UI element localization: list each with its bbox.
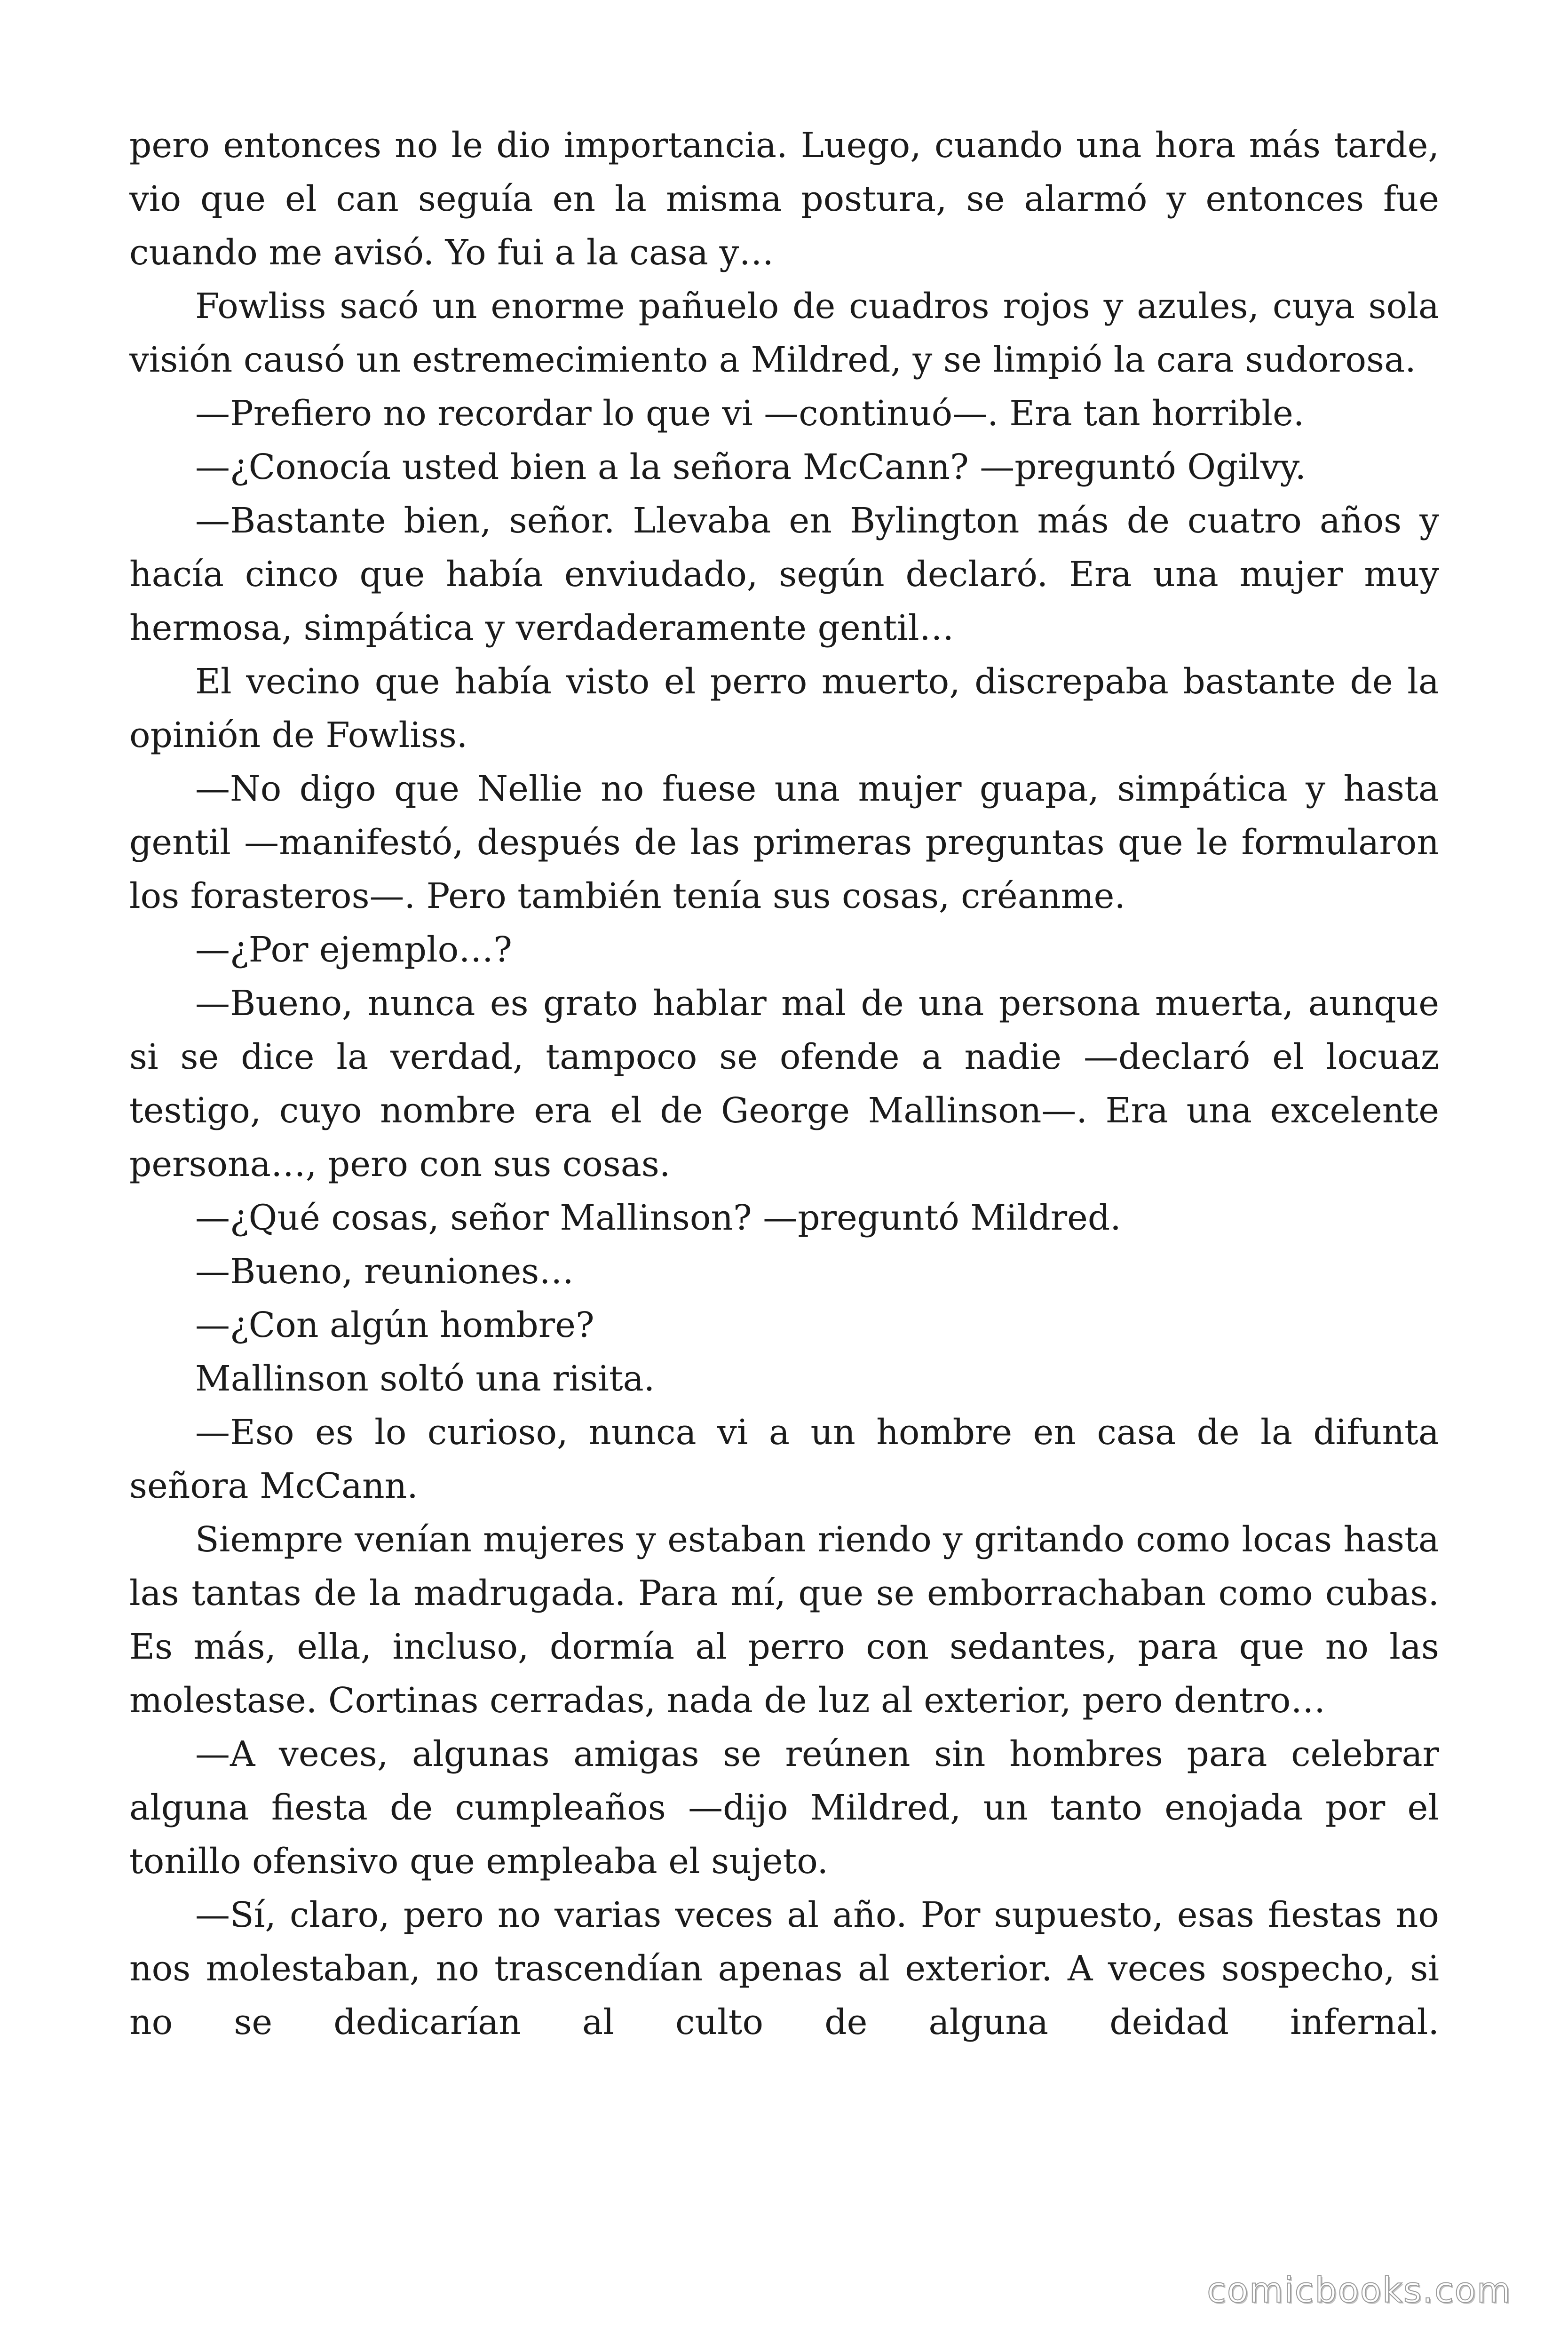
paragraph: —Bastante bien, señor. Llevaba en Bylington más de cuatro años y hacía cinco que había enviudado, según declaró. Era una mujer muy hermosa, simpática y verdaderamente gentil…	[129, 501, 1439, 648]
paragraph: —¿Conocía usted bien a la señora McCann? —preguntó Ogilvy.	[195, 447, 1307, 487]
paragraph: pero entonces no le dio importancia. Luego, cuando una hora más tarde, vio que el can seguía en la misma postura, se alarmó y entonces fue cuando me avisó. Yo fui a la casa y…	[129, 125, 1439, 273]
book-page-body	[129, 119, 1439, 2049]
paragraph: —Eso es lo curioso, nunca vi a un hombre en casa de la difunta señora McCann.	[129, 1412, 1439, 1506]
paragraph: —A veces, algunas amigas se reúnen sin hombres para celebrar alguna fiesta de cumpleaños —dijo Mildred, un tanto enojada por el tonillo ofensivo que empleaba el sujeto.	[129, 1734, 1439, 1882]
paragraph: —Sí, claro, pero no varias veces al año. Por supuesto, esas fiestas no nos molestaban, no trascendían apenas al exterior. A veces sospecho, si no se dedicarían al culto de alguna deidad infernal.	[129, 1895, 1439, 2042]
paragraph: Mallinson soltó una risita.	[195, 1359, 655, 1399]
paragraph: —Bueno, nunca es grato hablar mal de una persona muerta, aunque si se dice la verdad, tampoco se ofende a nadie —declaró el locuaz testigo, cuyo nombre era el de George Mallinson—. Era una excelente persona…, pero con sus cosas.	[129, 983, 1439, 1184]
paragraph: Siempre venían mujeres y estaban riendo y gritando como locas hasta las tantas de la madrugada. Para mí, que se emborrachaban como cubas. Es más, ella, incluso, dormía al perro con sedantes, para que no las molestase. Cortinas cerradas, nada de luz al exterior, pero dentro…	[129, 1519, 1439, 1721]
paragraph: —Prefiero no recordar lo que vi —continuó—. Era tan horrible.	[195, 393, 1305, 434]
paragraph: —No digo que Nellie no fuese una mujer guapa, simpática y hasta gentil —manifestó, después de las primeras preguntas que le formularon los forasteros—. Pero también tenía sus cosas, créanme.	[129, 769, 1439, 916]
paragraph: —¿Por ejemplo…?	[195, 930, 512, 970]
paragraph: El vecino que había visto el perro muerto, discrepaba bastante de la opinión de Fowliss.	[129, 661, 1439, 755]
paragraph: —¿Con algún hombre?	[195, 1305, 594, 1345]
paragraph: —¿Qué cosas, señor Mallinson? —preguntó Mildred.	[195, 1198, 1121, 1238]
paragraph: Fowliss sacó un enorme pañuelo de cuadros rojos y azules, cuya sola visión causó un estremecimiento a Mildred, y se limpió la cara sudorosa.	[129, 286, 1439, 380]
paragraph: —Bueno, reuniones…	[195, 1251, 574, 1292]
watermark: comicbooks.com	[1207, 2270, 1512, 2311]
